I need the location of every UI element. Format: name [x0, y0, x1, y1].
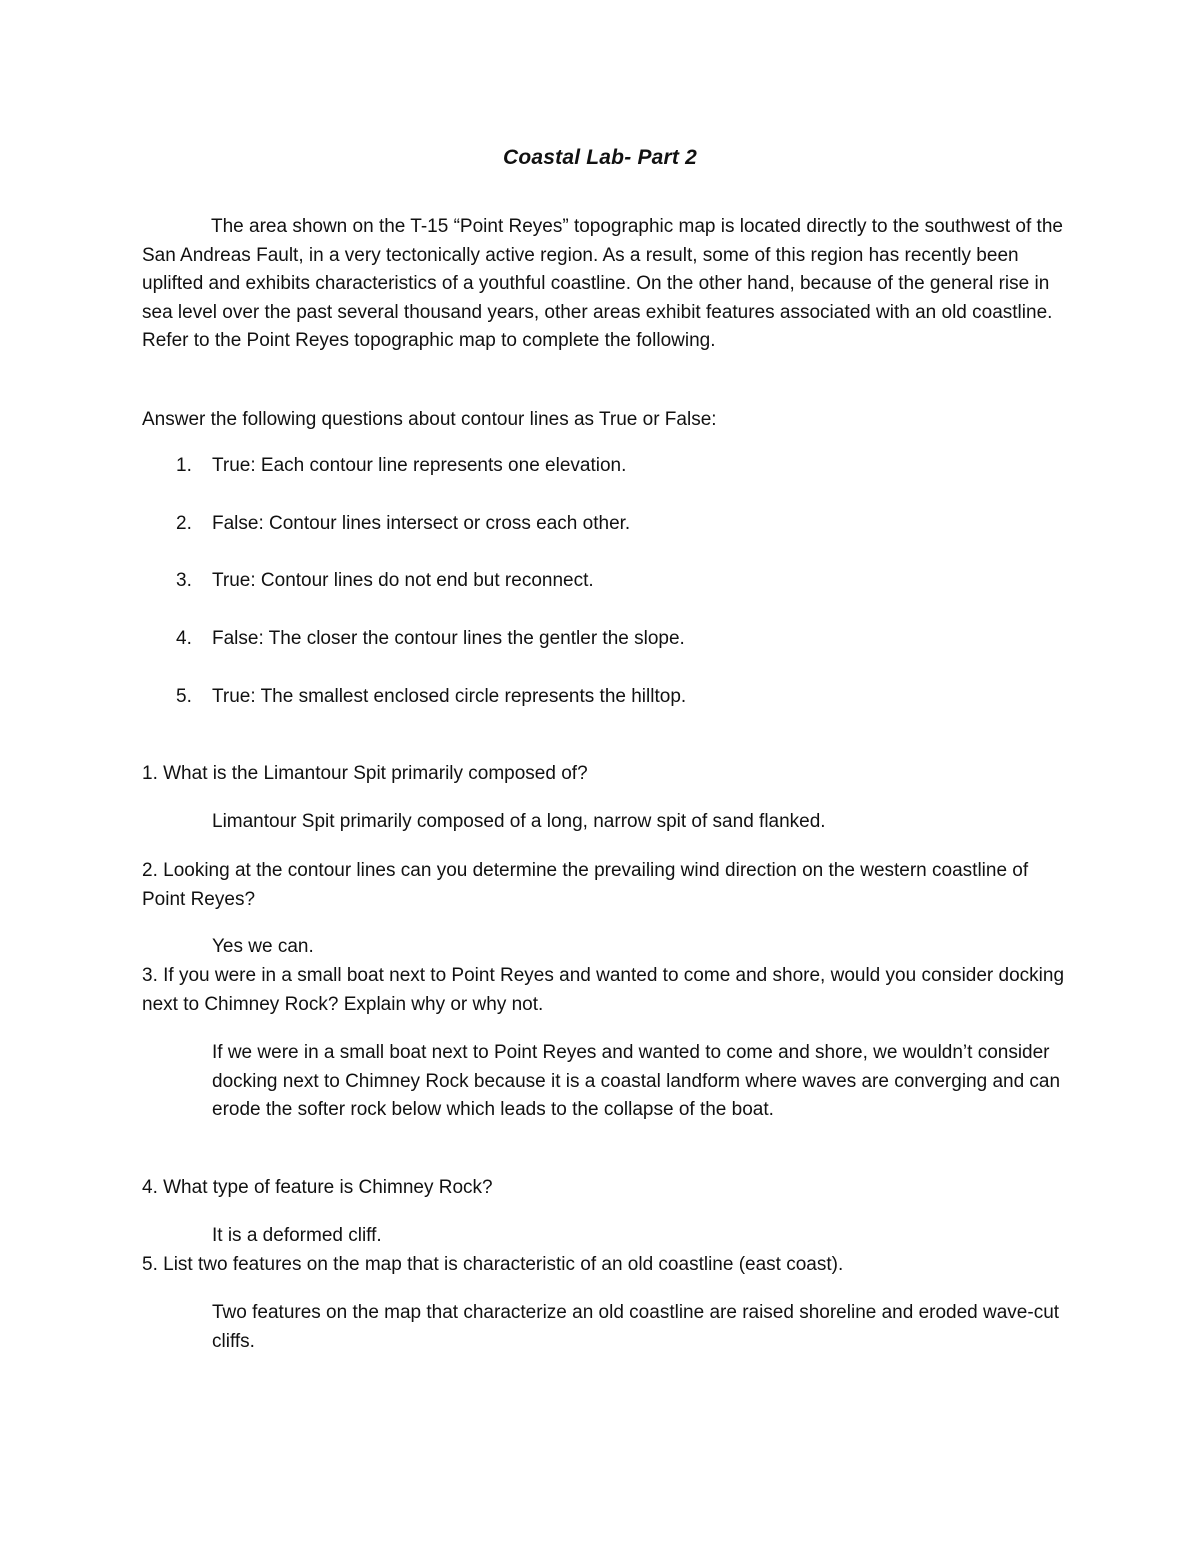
list-item-number: 1. — [176, 455, 192, 476]
list-item-number: 3. — [176, 570, 192, 591]
true-false-prompt: Answer the following questions about contour lines as True or False: — [142, 409, 717, 430]
answer-3: If we were in a small boat next to Point Reyes and wanted to come and shore, we wouldn’t consider docking next to Chimney Rock because it is a coastal landform where waves are converging and can erode the softer rock below which leads to the collapse of the boat. — [212, 1042, 1061, 1121]
list-item-number: 4. — [176, 628, 192, 649]
list-item-text: True: The smallest enclosed circle represents the hilltop. — [212, 686, 687, 707]
list-item-number: 2. — [176, 513, 192, 534]
answer-4: It is a deformed cliff. — [212, 1225, 382, 1246]
question-2: 2. Looking at the contour lines can you determine the prevailing wind direction on the western coastline of Point Reyes? — [142, 860, 1029, 910]
list-item-text: True: Each contour line represents one elevation. — [212, 455, 627, 476]
list-item-text: False: The closer the contour lines the gentler the slope. — [212, 628, 685, 649]
list-item-text: False: Contour lines intersect or cross each other. — [212, 513, 631, 534]
intro-paragraph: The area shown on the T-15 “Point Reyes” topographic map is located directly to the southwest of the San Andreas Fault, in a very tectonically active region. As a result, some of this region has recently been uplifted and exhibits characteristics of a youthful coastline. On the other hand, because of the general rise in sea level over the past several thousand years, other areas exhibit features associated with an old coastline. Refer to the Point Reyes topographic map to complete the following. — [142, 216, 1063, 352]
page-title: Coastal Lab- Part 2 — [502, 146, 698, 169]
question-3: 3. If you were in a small boat next to Point Reyes and wanted to come and shore, would you consider docking next to Chimney Rock? Explain why or why not. — [142, 965, 1065, 1015]
answer-5: Two features on the map that characterize an old coastline are raised shoreline and eroded wave-cut cliffs. — [212, 1302, 1060, 1352]
question-5: 5. List two features on the map that is characteristic of an old coastline (east coast). — [142, 1254, 844, 1275]
answer-1: Limantour Spit primarily composed of a long, narrow spit of sand flanked. — [212, 811, 826, 832]
list-item-text: True: Contour lines do not end but reconnect. — [212, 570, 594, 591]
list-item-number: 5. — [176, 686, 192, 707]
question-4: 4. What type of feature is Chimney Rock? — [142, 1177, 493, 1198]
question-1: 1. What is the Limantour Spit primarily composed of? — [142, 763, 588, 784]
answer-2: Yes we can. — [212, 936, 314, 957]
